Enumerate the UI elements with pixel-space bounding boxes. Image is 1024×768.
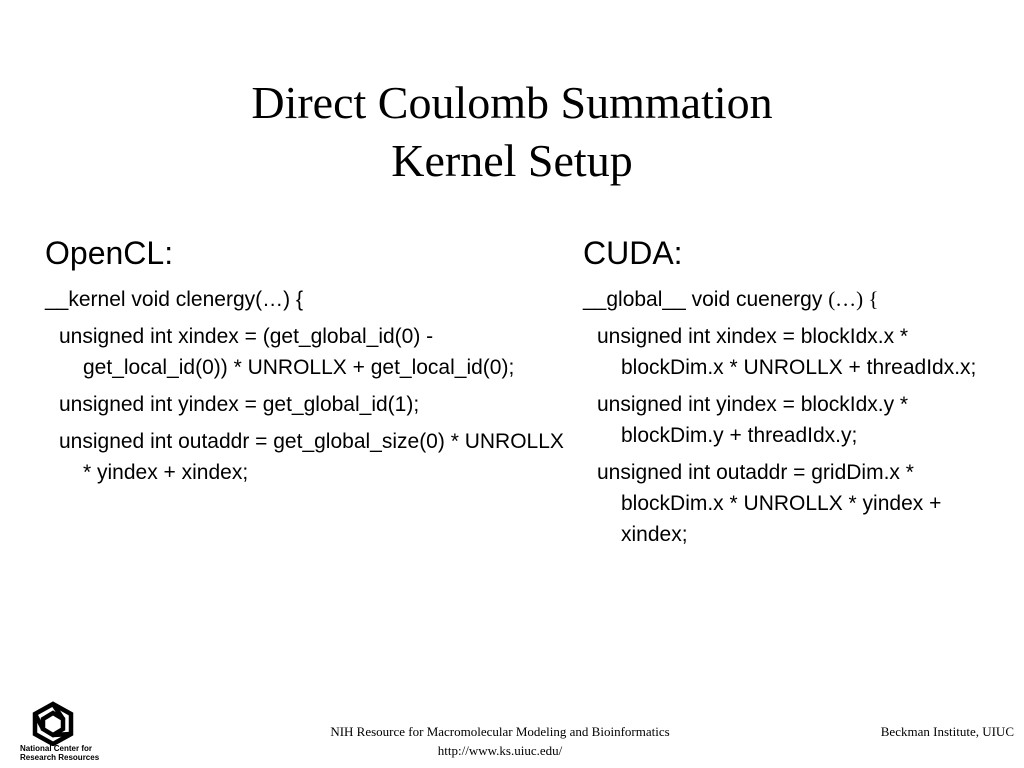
footer-institute: Beckman Institute, UIUC bbox=[880, 724, 1014, 739]
slide-title-line-1: Direct Coulomb Summation bbox=[251, 77, 773, 128]
cuda-signature-main: __global__ void cuenergy bbox=[583, 288, 829, 311]
opencl-yindex-line: unsigned int yindex = get_global_id(1); bbox=[59, 393, 420, 416]
footer-url: http://www.ks.uiuc.edu/ bbox=[437, 743, 563, 758]
cuda-yindex-line: unsigned int yindex = blockIdx.y * blockDim.y + threadIdx.y; bbox=[597, 393, 909, 447]
ncrr-logo-text-line-1: National Center for bbox=[20, 744, 93, 753]
ncrr-logo-icon bbox=[23, 700, 83, 746]
slide-title bbox=[0, 74, 1024, 190]
opencl-xindex-line: unsigned int xindex = (get_global_id(0) - get_local_id(0)) * UNROLLX + get_local_id(0); bbox=[59, 325, 515, 379]
slide-footer bbox=[0, 700, 1024, 768]
cuda-xindex-line: unsigned int xindex = blockIdx.x * blockDim.x * UNROLLX + threadIdx.x; bbox=[597, 325, 977, 379]
ncrr-logo-text-line-2: Research Resources bbox=[20, 753, 100, 762]
cuda-heading: CUDA: bbox=[583, 235, 683, 271]
ncrr-logo-text bbox=[20, 744, 100, 762]
cuda-signature-tail: (…) { bbox=[828, 287, 879, 311]
opencl-heading: OpenCL: bbox=[45, 235, 174, 271]
cuda-outaddr-line: unsigned int outaddr = gridDim.x * blockDim.x * UNROLLX * yindex + xindex; bbox=[597, 461, 942, 546]
footer-center bbox=[240, 722, 760, 760]
ncrr-logo bbox=[16, 700, 100, 764]
cuda-column bbox=[583, 232, 1013, 556]
opencl-kernel-signature: __kernel void clenergy(…) { bbox=[45, 288, 303, 311]
opencl-outaddr-line: unsigned int outaddr = get_global_size(0) * UNROLLX * yindex + xindex; bbox=[59, 430, 564, 484]
opencl-column bbox=[45, 232, 565, 494]
cuda-kernel-signature bbox=[583, 284, 1013, 315]
slide-title-line-2: Kernel Setup bbox=[391, 135, 633, 186]
footer-resource-name: NIH Resource for Macromolecular Modeling and Bioinformatics bbox=[330, 724, 670, 739]
